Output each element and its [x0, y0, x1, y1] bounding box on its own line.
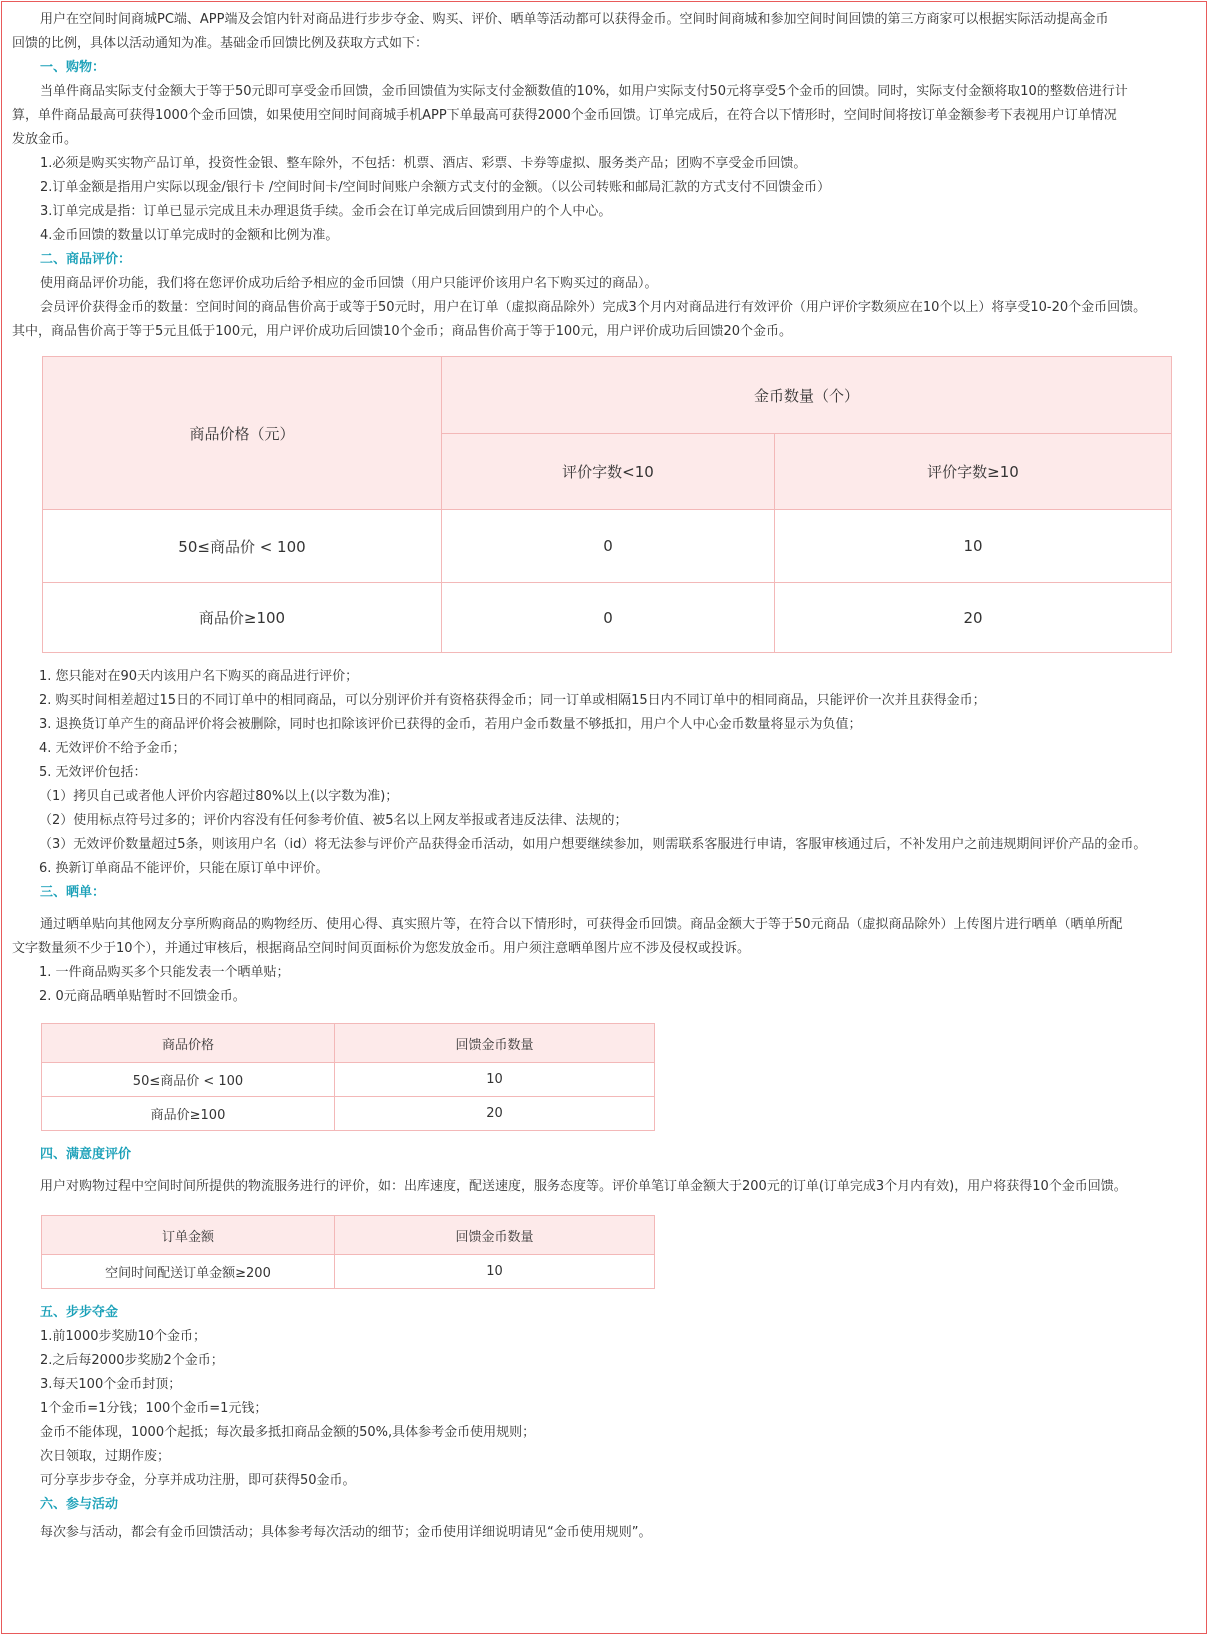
activity-para: 每次参与活动，都会有金币回馈活动；具体参考每次活动的细节；金币使用详细说明请见“金币使用规则”。	[40, 1525, 652, 1540]
steps-item-6: 次日领取，过期作废；	[40, 1449, 171, 1464]
shopping-item-1: 1.必须是购买实物产品订单，投资性金银、整车除外，不包括：机票、酒店、彩票、卡券等虚拟、服务类产品；团购不享受金币回馈。	[40, 156, 807, 171]
steps-item-2: 2.之后每2000步奖励2个金币；	[40, 1353, 224, 1368]
showorder-row2-price: 商品价≥100	[42, 1097, 335, 1131]
rules-content	[2, 2, 1202, 1545]
shopping-item-3: 3.订单完成是指：订单已显示完成且未办理退货手续。金币会在订单完成后回馈到用户的个人中心。	[40, 204, 612, 219]
showorder-table-header-price: 商品价格	[42, 1024, 335, 1063]
satisfaction-para: 用户对购物过程中空间时间所提供的物流服务进行的评价，如：出库速度，配送速度，服务态度等。评价单笔订单金额大于200元的订单(订单完成3个月内有效)，用户将获得10个金币回馈。	[40, 1179, 1127, 1194]
review-para-2a: 会员评价获得金币的数量：空间时间的商品售价高于或等于50元时，用户在订单（虚拟商品除外）完成3个月内对商品进行有效评价（用户评价字数须应在10个以上）将享受10-20个金币回馈。	[40, 300, 1147, 315]
shopping-item-2: 2.订单金额是指用户实际以现金/银行卡 /空间时间卡/空间时间账户余额方式支付的金额。（以公司转账和邮局汇款的方式支付不回馈金币）	[40, 180, 831, 195]
satisfaction-table-header-amount: 订单金额	[42, 1216, 335, 1255]
review-note-5-3: （3）无效评价数量超过5条，则该用户名（id）将无法参与评价产品获得金币活动，如用户想要继续参加，则需联系客服进行申请，客服审核通过后，不补发用户之前违规期间评价产品的金币。	[39, 837, 1147, 852]
table-row	[43, 583, 1172, 653]
shopping-para-3: 发放金币。	[12, 132, 78, 147]
section-satisfaction-title: 四、满意度评价	[40, 1147, 132, 1162]
steps-item-7: 可分享步步夺金，分享并成功注册，即可获得50金币。	[40, 1473, 356, 1488]
review-row2-price: 商品价≥100	[43, 583, 442, 653]
review-note-5: 5. 无效评价包括：	[39, 765, 147, 780]
showorder-item-1: 1. 一件商品购买多个只能发表一个晒单贴；	[39, 965, 290, 980]
review-table-subheader-lt10: 评价字数<10	[442, 434, 775, 510]
shopping-para-1: 当单件商品实际支付金额大于等于50元即可享受金币回馈，金币回馈值为实际支付金额数值的10%，如用户实际支付50元将享受5个金币的回馈。同时，实际支付金额将取10的整数倍进行计	[40, 84, 1128, 99]
showorder-para-1: 通过晒单贴向其他网友分享所购商品的购物经历、使用心得、真实照片等，在符合以下情形时，可获得金币回馈。商品金额大于等于50元商品（虚拟商品除外）上传图片进行晒单（晒单所配	[40, 917, 1123, 932]
shopping-item-4: 4.金币回馈的数量以订单完成时的金额和比例为准。	[40, 228, 339, 243]
review-table-header-coins: 金币数量（个）	[442, 357, 1172, 434]
satisfaction-row1-coins: 10	[335, 1255, 655, 1289]
intro-line-1: 用户在空间时间商城PC端、APP端及会馆内针对商品进行步步夺金、购买、评价、晒单等活动都可以获得金币。空间时间商城和参加空间时间回馈的第三方商家可以根据实际活动提高金币	[40, 12, 1109, 27]
table-row	[42, 1097, 655, 1131]
review-note-5-1: （1）拷贝自己或者他人评价内容超过80%以上(以字数为准)；	[39, 789, 399, 804]
section-shopping-title: 一、购物：	[40, 60, 106, 75]
satisfaction-table-header-coins: 回馈金币数量	[335, 1216, 655, 1255]
satisfaction-coins-table	[41, 1215, 655, 1289]
review-coins-table	[42, 356, 1172, 653]
review-table-subheader-ge10: 评价字数≥10	[775, 434, 1172, 510]
steps-item-3: 3.每天100个金币封顶；	[40, 1377, 182, 1392]
review-note-6: 6. 换新订单商品不能评价，只能在原订单中评价。	[39, 861, 329, 876]
review-row2-ge10: 20	[775, 583, 1172, 653]
showorder-row1-coins: 10	[335, 1063, 655, 1097]
steps-item-1: 1.前1000步奖励10个金币；	[40, 1329, 207, 1344]
review-para-2b: 其中，商品售价高于等于5元且低于100元，用户评价成功后回馈10个金币；商品售价高于等于100元，用户评价成功后回馈20个金币。	[12, 324, 792, 339]
section-showorder-title: 三、晒单：	[40, 885, 106, 900]
showorder-item-2: 2. 0元商品晒单贴暂时不回馈金币。	[39, 989, 246, 1004]
showorder-para-2: 文字数量须不少于10个），并通过审核后，根据商品空间时间页面标价为您发放金币。用户须注意晒单图片应不涉及侵权或投诉。	[12, 941, 751, 956]
shopping-para-2: 算，单件商品最高可获得1000个金币回馈，如果使用空间时间商城手机APP下单最高可获得2000个金币回馈。订单完成后，在符合以下情形时，空间时间将按订单金额参考下表视用户订单情况	[12, 108, 1117, 123]
review-row1-ge10: 10	[775, 510, 1172, 583]
section-steps-title: 五、步步夺金	[40, 1305, 119, 1320]
showorder-table-header-coins: 回馈金币数量	[335, 1024, 655, 1063]
table-row	[42, 1063, 655, 1097]
showorder-row2-coins: 20	[335, 1097, 655, 1131]
table-row	[42, 1255, 655, 1289]
review-note-5-2: （2）使用标点符号过多的；评价内容没有任何参考价值、被5名以上网友举报或者违反法律、法规的；	[39, 813, 628, 828]
showorder-coins-table	[41, 1023, 655, 1131]
review-table-header-price: 商品价格（元）	[43, 357, 442, 510]
showorder-row1-price: 50≤商品价 < 100	[42, 1063, 335, 1097]
section-activity-title: 六、参与活动	[40, 1497, 119, 1512]
section-review-title: 二、商品评价：	[40, 252, 132, 267]
table-row	[43, 510, 1172, 583]
intro-line-2: 回馈的比例，具体以活动通知为准。基础金币回馈比例及获取方式如下：	[12, 36, 429, 51]
steps-item-5: 金币不能体现，1000个起抵；每次最多抵扣商品金额的50%,具体参考金币使用规则；	[40, 1425, 536, 1440]
review-row1-price: 50≤商品价 < 100	[43, 510, 442, 583]
review-para-1: 使用商品评价功能，我们将在您评价成功后给予相应的金币回馈（用户只能评价该用户名下购买过的商品）。	[40, 276, 658, 291]
steps-item-4: 1个金币=1分钱；100个金币=1元钱；	[40, 1401, 268, 1416]
review-note-1: 1. 您只能对在90天内该用户名下购买的商品进行评价；	[39, 669, 359, 684]
review-row2-lt10: 0	[442, 583, 775, 653]
review-row1-lt10: 0	[442, 510, 775, 583]
review-note-3: 3. 退换货订单产生的商品评价将会被删除，同时也扣除该评价已获得的金币，若用户金币数量不够抵扣，用户个人中心金币数量将显示为负值；	[39, 717, 862, 732]
review-note-2: 2. 购买时间相差超过15日的不同订单中的相同商品，可以分别评价并有资格获得金币；同一订单或相隔15日内不同订单中的相同商品，只能评价一次并且获得金币；	[39, 693, 986, 708]
review-note-4: 4. 无效评价不给予金币；	[39, 741, 186, 756]
rules-page	[1, 1, 1207, 1634]
satisfaction-row1-amount: 空间时间配送订单金额≥200	[42, 1255, 335, 1289]
